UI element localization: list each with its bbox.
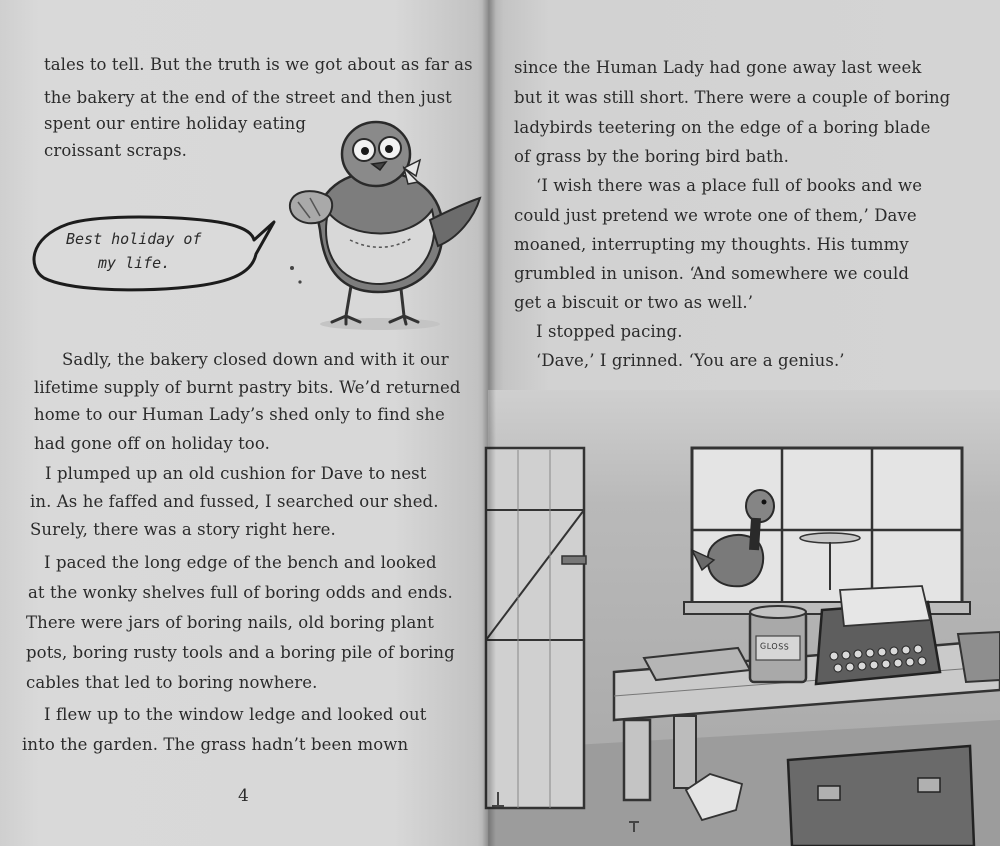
book-gutter: [482, 0, 496, 846]
speech-bubble: [28, 208, 278, 298]
text-line: had gone off on holiday too.: [34, 434, 270, 453]
speech-bubble-line: Best holiday of: [66, 230, 202, 248]
text-line: get a biscuit or two as well.’: [514, 293, 754, 312]
page-number: 4: [238, 786, 249, 806]
text-line: ‘I wish there was a place full of books and we: [536, 176, 923, 195]
text-line: I plumped up an old cushion for Dave to nest: [45, 464, 427, 483]
text-line: into the garden. The grass hadn’t been mown: [22, 735, 409, 754]
left-page: [0, 0, 492, 846]
text-line: tales to tell. But the truth is we got about as far as: [44, 55, 473, 74]
text-line: pots, boring rusty tools and a boring pile of boring: [26, 643, 455, 662]
text-line: could just pretend we wrote one of them,’ Dave: [514, 206, 917, 225]
pigeon-illustration: [280, 110, 485, 335]
right-page: [488, 0, 1000, 846]
text-line: of grass by the boring bird bath.: [514, 147, 789, 166]
text-line: ‘Dave,’ I grinned. ‘You are a genius.’: [536, 351, 845, 370]
text-line: croissant scraps.: [44, 141, 188, 160]
text-line: home to our Human Lady’s shed only to find she: [34, 405, 445, 424]
text-line: the bakery at the end of the street and then just: [44, 88, 452, 107]
text-line: since the Human Lady had gone away last week: [514, 58, 922, 77]
text-line: grumbled in unison. ‘And somewhere we could: [514, 264, 910, 283]
text-line: There were jars of boring nails, old boring plant: [26, 613, 434, 632]
text-line: ladybirds teetering on the edge of a boring blade: [514, 118, 931, 137]
paint-can-label: GLOSS: [759, 641, 790, 652]
text-line: moaned, interrupting my thoughts. His tummy: [514, 235, 909, 254]
text-line: spent our entire holiday eating: [44, 114, 307, 133]
text-line: but it was still short. There were a couple of boring: [514, 88, 951, 107]
text-line: in. As he faffed and fussed, I searched our shed.: [30, 492, 439, 511]
text-line: I paced the long edge of the bench and looked: [44, 553, 437, 572]
text-line: Surely, there was a story right here.: [30, 520, 336, 539]
speech-bubble-line: my life.: [98, 254, 171, 272]
text-line: cables that led to boring nowhere.: [26, 673, 318, 692]
text-line: Sadly, the bakery closed down and with it our: [62, 350, 449, 369]
text-line: I flew up to the window ledge and looked out: [44, 705, 427, 724]
text-line: at the wonky shelves full of boring odds and ends.: [28, 583, 453, 602]
text-line: I stopped pacing.: [536, 322, 683, 341]
shed-interior-illustration: [488, 390, 1000, 846]
text-line: lifetime supply of burnt pastry bits. We’d returned: [34, 378, 461, 397]
